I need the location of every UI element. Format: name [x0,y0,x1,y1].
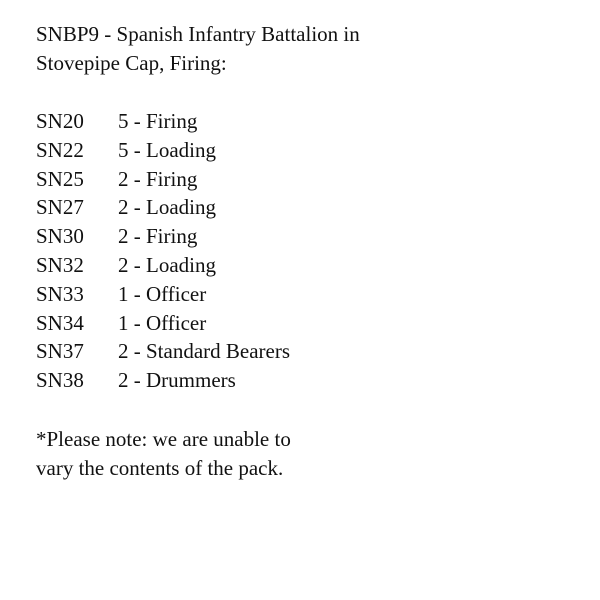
item-code: SN32 [36,252,84,277]
list-item [36,136,576,165]
item-code: SN25 [36,166,84,191]
pack-contents-document [36,20,576,483]
item-code: SN22 [36,137,84,162]
list-item [36,165,576,194]
item-description: 2 - Drummers [118,368,236,393]
item-description: 5 - Loading [118,137,216,162]
list-item [36,251,576,280]
pack-items-list [36,107,576,395]
pack-title-line-2: Stovepipe Cap, Firing: [36,51,227,75]
item-description: 2 - Loading [118,195,216,220]
item-description: 2 - Firing [118,166,198,191]
list-item [36,309,576,338]
list-item [36,280,576,309]
list-item [36,107,576,136]
pack-note-line-2: vary the contents of the pack. [36,455,284,480]
item-code: SN27 [36,195,84,220]
pack-note-line-1: *Please note: we are unable to [36,426,291,451]
item-code: SN38 [36,368,84,393]
pack-title [36,20,576,78]
item-code: SN30 [36,224,84,249]
item-description: 2 - Firing [118,224,198,249]
pack-title-line-1: SNBP9 - Spanish Infantry Battalion in [36,22,360,46]
item-code: SN37 [36,339,84,364]
item-code: SN34 [36,310,84,335]
pack-note [36,425,576,483]
item-description: 1 - Officer [118,310,207,335]
list-item [36,193,576,222]
list-item [36,222,576,251]
item-code: SN33 [36,281,84,306]
item-code: SN20 [36,109,84,133]
list-item [36,366,576,395]
item-description: 2 - Loading [118,252,216,277]
item-description: 5 - Firing [118,109,198,133]
item-description: 1 - Officer [118,281,207,306]
item-description: 2 - Standard Bearers [118,339,291,364]
list-item [36,337,576,366]
